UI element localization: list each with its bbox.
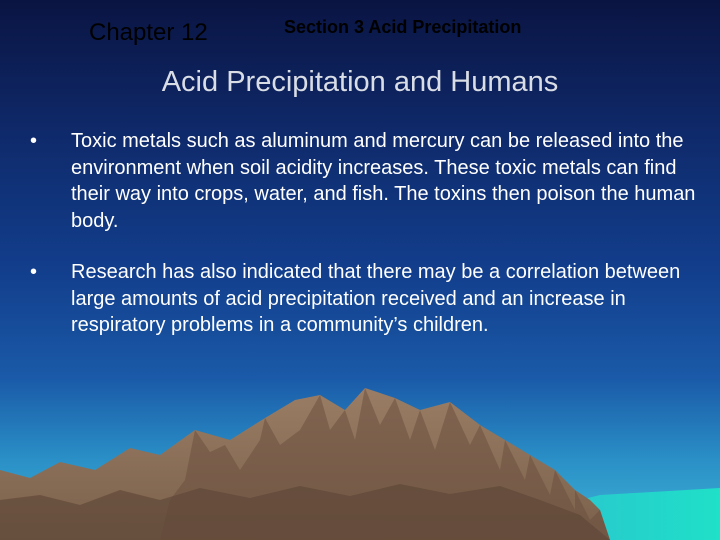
bullet-item-research xyxy=(30,259,700,339)
bullet-text: Toxic metals such as aluminum and mercury can be released into the environment when soil acidity increases. These toxic metals can find their way into crops, water, and fish. The toxins then poison the human body. xyxy=(71,130,696,232)
bullet-marker: • xyxy=(30,130,38,152)
bullet-item-toxic-metals xyxy=(30,128,700,234)
section-label: Section 3 Acid Precipitation xyxy=(284,17,522,37)
bullet-list xyxy=(30,128,700,364)
slide-title: Acid Precipitation and Humans xyxy=(161,66,559,98)
chapter-label: Chapter 12 xyxy=(89,19,208,46)
bullet-marker: • xyxy=(30,261,38,283)
bullet-text: Research has also indicated that there may be a correlation between large amounts of acid precipitation received and an increase in respiratory problems in a community’s children. xyxy=(71,261,681,336)
